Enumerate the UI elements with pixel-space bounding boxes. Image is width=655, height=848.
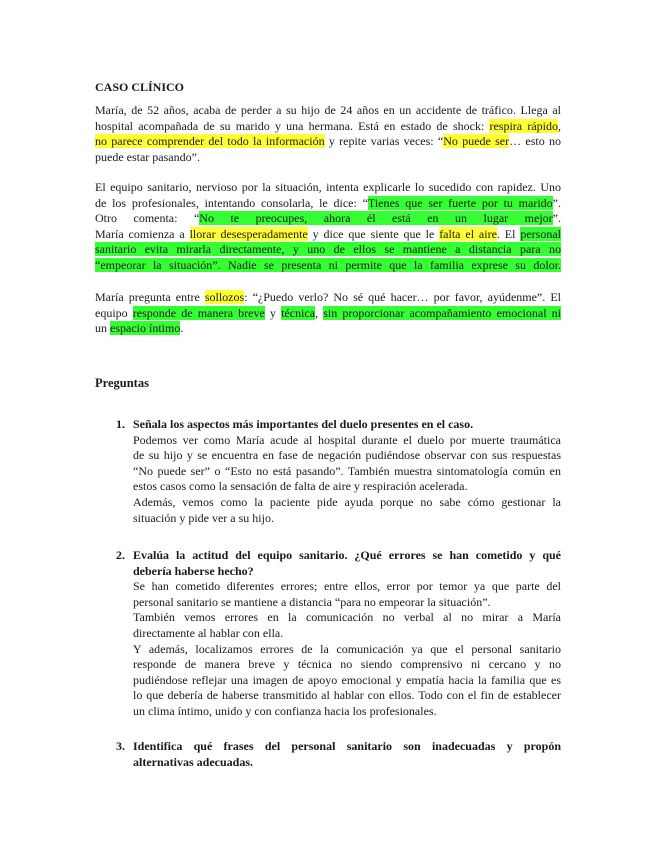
text-line: [95, 242, 561, 258]
answer-line: personal sanitario se mantiene a distancia “para no empeorar la situación”.: [133, 594, 491, 609]
question-3: [116, 739, 561, 770]
highlight-green: técnica: [281, 305, 316, 320]
highlight-green: No te preocupes, ahora él está en un lugar mejor: [199, 211, 553, 226]
highlight-yellow: no parece comprender del todo la información: [95, 134, 325, 149]
text-line: no parece comprender del todo la información y repite varias veces: “No puede ser… esto no: [95, 134, 562, 149]
answer-line: de su hijo y se encuentra en fase de negación pudiéndose observar con sus respuestas: [133, 448, 561, 463]
questions-heading: Preguntas: [95, 376, 149, 390]
case-paragraph-2: [95, 180, 561, 274]
highlight-green: “empeorar la situación”. Nadie se presenta ni permite que la familia exprese su dolor.: [95, 257, 561, 272]
text-line: puede estar pasando”.: [95, 149, 200, 164]
answer-line: situación y pide ver a su hijo.: [133, 510, 274, 525]
answer-line: lo que debería de haberse transmitido al hablar con ellos. Todo con el fin de establecer: [133, 688, 561, 703]
answer-line: Podemos ver como María acude al hospital durante el duelo por muerte traumática: [133, 432, 561, 447]
question-title: Evalúa la actitud del equipo sanitario. ¿Qué errores se han cometido y qué debería haberse hecho?: [133, 548, 561, 578]
answer-line: También vemos errores en la comunicación no verbal al no mirar a María: [133, 610, 561, 625]
answer-line: pudiéndose reflejar una imagen de apoyo emocional y empatía hacia la familia que es: [133, 672, 561, 687]
highlight-green: sin proporcionar acompañamiento emocional ni: [323, 305, 562, 320]
text-line: de los profesionales, intentando consolarla, le dice: “Tienes que ser fuerte por tu marido”.: [95, 195, 561, 210]
question-number: 3.: [116, 739, 125, 753]
text-line: un espacio íntimo.: [95, 321, 184, 336]
text-line: equipo responde de manera breve y técnica, sin proporcionar acompañamiento emocional ni: [95, 305, 562, 320]
highlight-green: sanitario evita mirarla directamente, y uno de ellos se mantiene a distancia para no: [95, 242, 561, 257]
answer-line: Y además, localizamos errores de la comunicación ya que el personal sanitario: [133, 641, 561, 656]
case-title: CASO CLÍNICO: [95, 80, 185, 94]
text-line: El equipo sanitario, nervioso por la situación, intenta explicarle lo sucedido con rapidez. Uno: [95, 180, 561, 194]
highlight-yellow: falta el aire: [439, 226, 497, 241]
question-answer: [133, 433, 561, 527]
highlight-green: Tienes que ser fuerte por tu marido: [367, 195, 553, 210]
highlight-green: espacio íntimo: [110, 321, 181, 336]
answer-line: Además, vemos como la paciente pide ayuda porque no sabe cómo gestionar la: [133, 494, 561, 509]
question-number: 2.: [116, 548, 125, 562]
highlight-yellow: sollozos: [204, 290, 245, 304]
case-paragraph-3: [95, 290, 561, 337]
answer-line: responde de manera breve y técnica no siendo comprensivo ni cercano y no: [133, 657, 561, 672]
text-line: María, de 52 años, acaba de perder a su hijo de 24 años en un accidente de tráfico. Llega al: [95, 103, 561, 117]
answer-line: “No puede ser” o “Esto no está pasando”. También muestra sintomatología común en: [133, 463, 561, 478]
text-line: hospital acompañada de su marido y una hermana. Está en estado de shock: respira rápido,: [95, 118, 561, 133]
highlight-yellow: respira rápido: [489, 118, 558, 133]
highlight-green: personal: [520, 226, 561, 241]
question-number: 1.: [116, 417, 125, 431]
text-line: [95, 258, 561, 274]
text-line: María pregunta entre sollozos: “¿Puedo verlo? No sé qué hacer… por favor, ayúdenme”. El: [95, 290, 561, 304]
text-line: Otro comenta: “No te preocupes, ahora él está en un lugar mejor”.: [95, 211, 561, 226]
question-title: Identifica qué frases del personal sanitario son inadecuadas y propón alternativas adecuadas.: [133, 739, 561, 769]
text-line: María comienza a llorar desesperadamente y dice que siente que le falta el aire. El personal: [95, 226, 561, 241]
question-1: [116, 417, 561, 526]
highlight-green: responde de manera breve: [132, 305, 265, 320]
answer-line: Se han cometido diferentes errores; entre ellos, error por temor ya que parte del: [133, 579, 561, 594]
question-2: [116, 548, 561, 720]
answer-line: un clima íntimo, unido y con confianza hacia los profesionales.: [133, 703, 437, 718]
question-title: Señala los aspectos más importantes del duelo presentes en el caso.: [133, 417, 474, 431]
answer-line: directamente al hablar con ella.: [133, 625, 284, 640]
highlight-yellow: llorar desesperadamente: [189, 226, 308, 241]
highlight-yellow: No puede ser: [443, 134, 510, 149]
question-answer: [133, 579, 561, 719]
answer-line: estos casos como la sensación de falta de aire y respiración acelerada.: [133, 479, 468, 494]
case-paragraph-1: [95, 103, 561, 165]
